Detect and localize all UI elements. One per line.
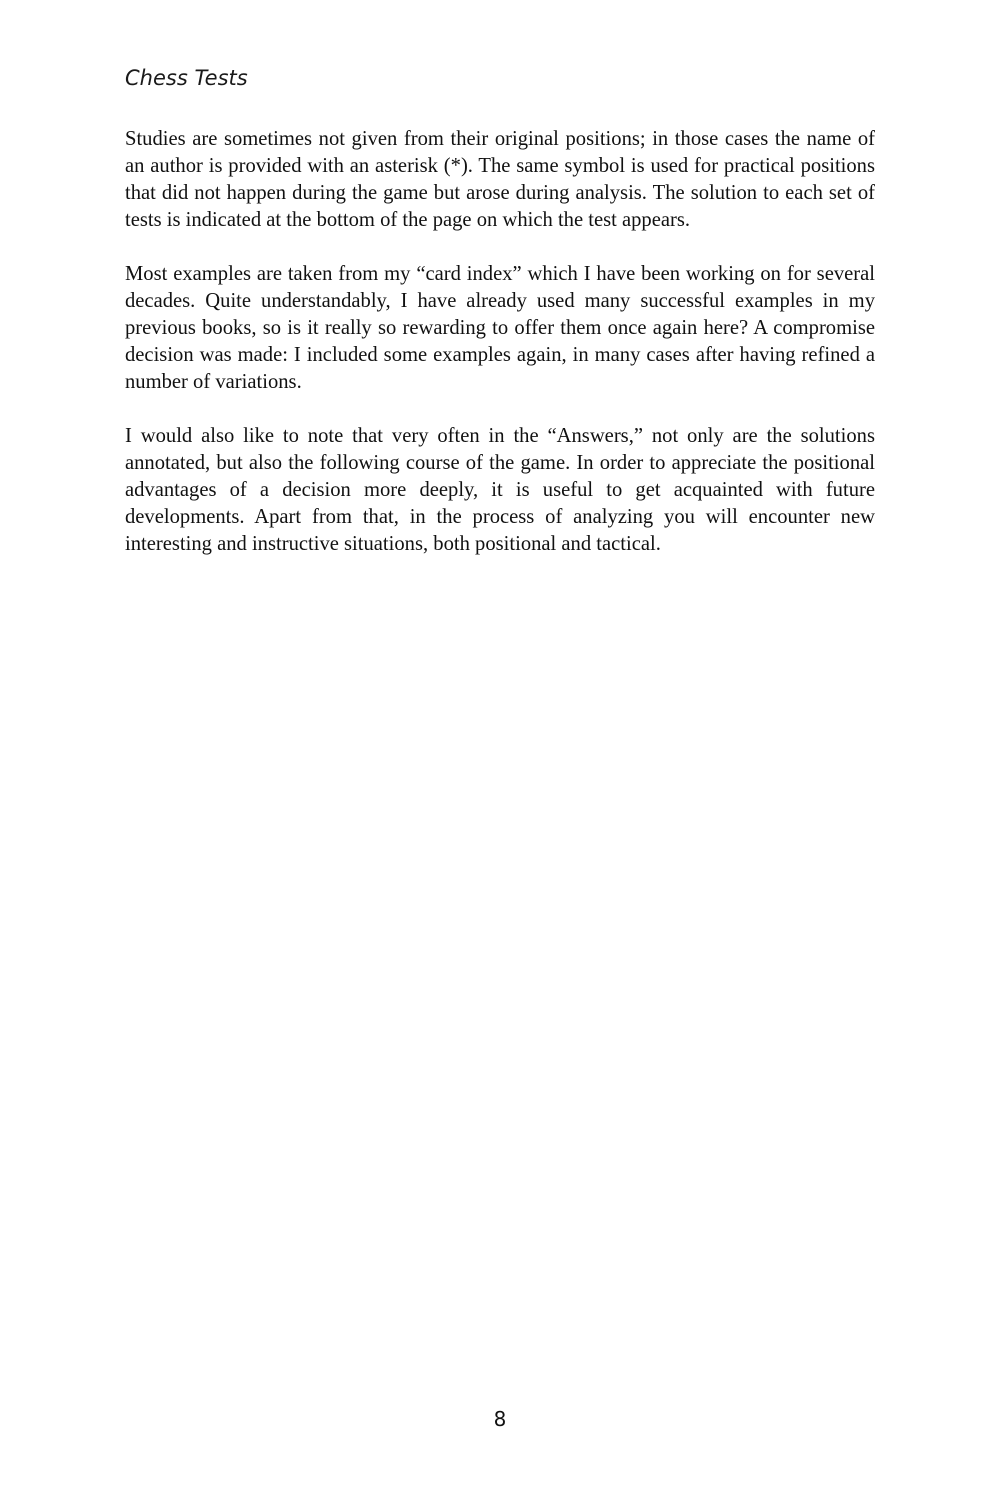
paragraph-card-index: Most examples are taken from my “card index” which I have been working on for several decades. Quite understandably, I have already used many successful examples in my previous books, so is it really so rewarding to offer them once again here? A compromise decision was made: I included some examples again, in many cases after having refined a number of variations.	[125, 263, 875, 393]
paragraph-studies-notation: Studies are sometimes not given from their original positions; in those cases the name of an author is provided with an asterisk (*). The same symbol is used for practical positions that did not happen during the game but arose during analysis. The solution to each set of tests is indicated at the bottom of the page on which the test appears.	[125, 128, 875, 231]
running-header-title: Chess Tests	[125, 66, 248, 90]
page-number: 8	[493, 1407, 507, 1431]
paragraph-answers-note: I would also like to note that very often in the “Answers,” not only are the solutions annotated, but also the following course of the game. In order to appreciate the positional advantages of a decision more deeply, it is useful to get acquainted with future developments. Apart from that, in the process of analyzing you will encounter new interesting and instructive situations, both positional and tactical.	[125, 425, 875, 555]
body-text	[125, 126, 875, 585]
